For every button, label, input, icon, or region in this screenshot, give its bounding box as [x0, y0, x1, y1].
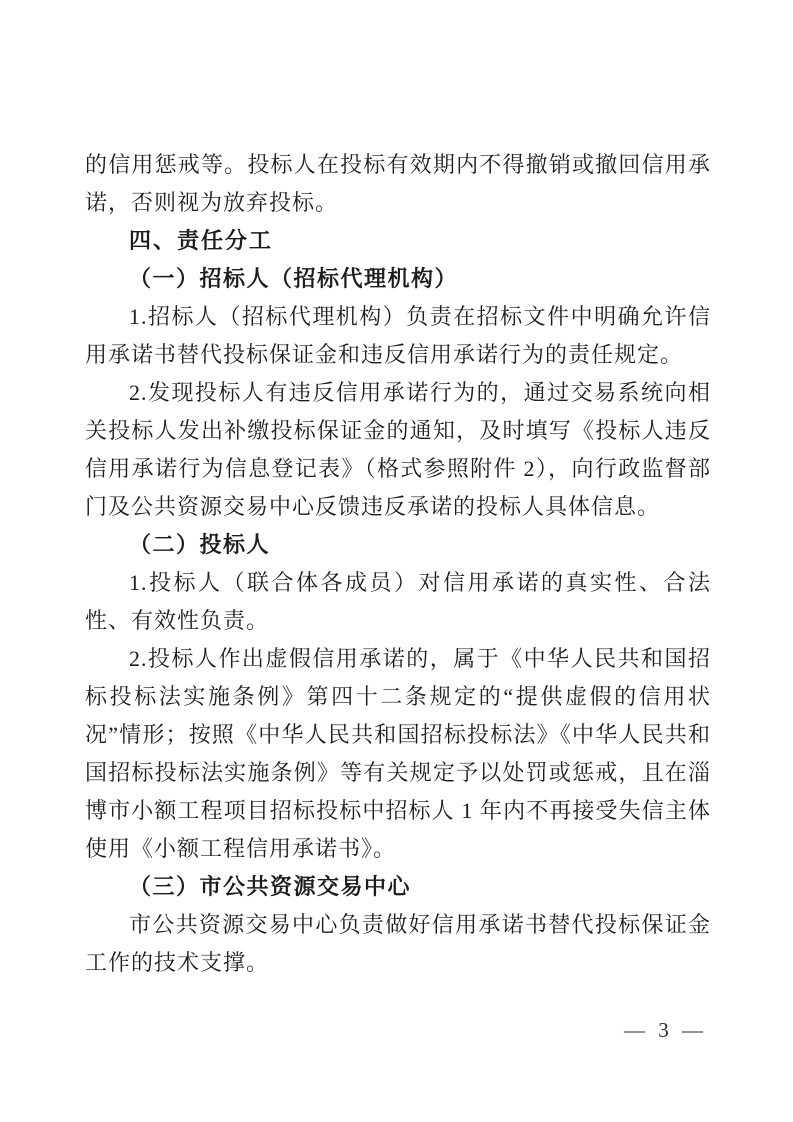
paragraph: 1.投标人（联合体各成员）对信用承诺的真实性、合法性、有效性负责。 [85, 570, 711, 633]
subsection-heading-3: （三）市公共资源交易中心 [129, 874, 412, 899]
subsection-heading-1: （一）招标人（招标代理机构） [129, 266, 459, 291]
paragraph: 1.招标人（招标代理机构）负责在招标文件中明确允许信用承诺书替代投标保证金和违反信用承诺行为的责任规定。 [85, 304, 711, 367]
paragraph: 2.投标人作出虚假信用承诺的，属于《中华人民共和国招标投标法实施条例》第四十二条规定的“提供虚假的信用状况”情形；按照《中华人民共和国招标投标法》《中华人民共和国招标投标法实施条例》等有关规定予以处罚或惩戒，且在淄博市小额工程项目招标投标中招标人 1 年内不再接受失信主体使用《小额工程信用承诺书》。 [85, 646, 711, 861]
page-body [85, 146, 711, 982]
page-number: — 3 — [624, 1018, 707, 1042]
subsection-heading-2: （二）投标人 [129, 532, 271, 557]
section-heading: 四、责任分工 [129, 228, 274, 253]
paragraph: 市公共资源交易中心负责做好信用承诺书替代投标保证金工作的技术支撑。 [85, 912, 711, 975]
paragraph-continuation: 的信用惩戒等。投标人在投标有效期内不得撤销或撤回信用承诺，否则视为放弃投标。 [85, 152, 711, 215]
paragraph: 2.发现投标人有违反信用承诺行为的，通过交易系统向相关投标人发出补缴投标保证金的通知，及时填写《投标人违反信用承诺行为信息登记表》（格式参照附件 2），向行政监督部门及公共资源交易中心反馈违反承诺的投标人具体信息。 [85, 380, 711, 519]
